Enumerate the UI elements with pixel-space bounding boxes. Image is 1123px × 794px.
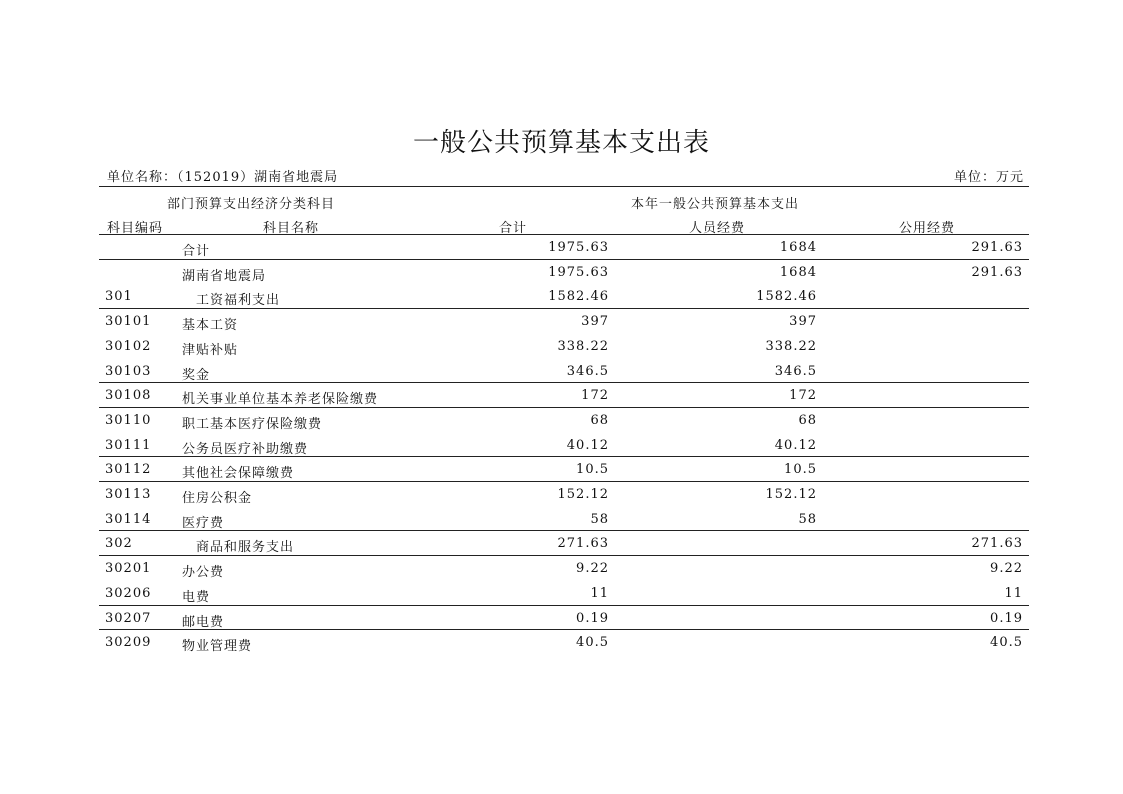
cell-public: 271.63 (971, 536, 1023, 552)
cell-name: 电费 (182, 589, 211, 605)
cell-total: 346.5 (566, 363, 609, 379)
cell-name: 物业管理费 (182, 639, 253, 655)
cell-name: 工资福利支出 (196, 293, 281, 309)
table-row (99, 556, 1029, 581)
table-row (99, 235, 1029, 260)
cell-code: 30209 (105, 635, 152, 651)
cell-code: 30111 (105, 437, 152, 453)
cell-public: 9.22 (990, 561, 1023, 577)
cell-code: 30114 (105, 511, 152, 527)
header-col-total: 合计 (499, 221, 528, 236)
table-row (99, 383, 1029, 408)
cell-personnel: 152.12 (765, 487, 817, 502)
cell-public: 40.5 (990, 635, 1023, 651)
cell-personnel: 10.5 (784, 462, 817, 478)
cell-name: 商品和服务支出 (196, 540, 295, 556)
table-row (99, 531, 1029, 556)
cell-total: 11 (590, 585, 609, 601)
cell-name: 职工基本医疗保险缴费 (182, 416, 323, 432)
cell-name: 住房公积金 (182, 491, 253, 506)
cell-code: 301 (105, 289, 133, 305)
cell-total: 0.19 (576, 610, 609, 626)
cell-public: 291.63 (971, 264, 1023, 280)
cell-total: 40.5 (576, 635, 609, 651)
header-col-name: 科目名称 (263, 221, 320, 236)
header-column-row (99, 212, 1029, 236)
cell-code: 30101 (105, 314, 152, 330)
cell-public: 11 (1004, 585, 1023, 601)
cell-personnel: 1684 (779, 240, 817, 255)
unit-name-label: 单位名称：（152019）湖南省地震局 (107, 170, 339, 185)
cell-name: 邮电费 (182, 614, 225, 630)
cell-code: 30113 (105, 487, 152, 502)
cell-code: 30102 (105, 338, 152, 354)
cell-code: 30103 (105, 363, 152, 379)
cell-code: 30112 (105, 462, 152, 478)
table-top-rule (99, 186, 1029, 187)
cell-code: 30201 (105, 561, 152, 577)
cell-total: 40.12 (566, 437, 609, 453)
cell-personnel: 338.22 (765, 338, 817, 354)
cell-personnel: 346.5 (774, 363, 817, 379)
cell-total: 271.63 (557, 536, 609, 552)
cell-personnel: 58 (798, 511, 817, 527)
table-row (99, 457, 1029, 482)
cell-total: 1582.46 (548, 289, 609, 305)
cell-code: 302 (105, 536, 133, 552)
table-row (99, 260, 1029, 285)
cell-total: 1975.63 (548, 240, 609, 255)
cell-name: 湖南省地震局 (182, 268, 267, 284)
table-row (99, 606, 1029, 631)
cell-name: 医疗费 (182, 515, 225, 531)
cell-code: 30108 (105, 388, 152, 404)
header-group-right: 本年一般公共预算基本支出 (631, 197, 800, 212)
header-col-personnel: 人员经费 (689, 221, 746, 236)
cell-total: 9.22 (576, 561, 609, 577)
cell-name: 其他社会保障缴费 (182, 466, 295, 482)
cell-personnel: 68 (798, 412, 817, 428)
table-row (99, 408, 1029, 433)
cell-name: 公务员医疗补助缴费 (182, 441, 309, 457)
table-row (99, 630, 1029, 655)
cell-total: 397 (581, 314, 609, 330)
cell-total: 58 (590, 511, 609, 527)
cell-name: 机关事业单位基本养老保险缴费 (182, 392, 379, 408)
table-row (99, 284, 1029, 309)
cell-personnel: 172 (789, 388, 817, 404)
cell-public: 0.19 (990, 610, 1023, 626)
unit-label: 单位：万元 (953, 170, 1024, 185)
table-row (99, 482, 1029, 507)
cell-total: 68 (590, 412, 609, 428)
cell-public: 291.63 (971, 240, 1023, 255)
cell-personnel: 1684 (779, 264, 817, 280)
table-row (99, 334, 1029, 359)
cell-total: 1975.63 (548, 264, 609, 280)
cell-name: 合计 (182, 244, 211, 259)
cell-total: 338.22 (557, 338, 609, 354)
cell-total: 10.5 (576, 462, 609, 478)
cell-personnel: 1582.46 (756, 289, 817, 305)
header-col-code: 科目编码 (107, 221, 164, 236)
table-row (99, 507, 1029, 532)
cell-name: 津贴补贴 (182, 342, 239, 358)
cell-code: 30110 (105, 412, 152, 428)
cell-name: 奖金 (182, 367, 211, 383)
table-row (99, 581, 1029, 606)
cell-name: 办公费 (182, 565, 225, 581)
cell-personnel: 397 (789, 314, 817, 330)
cell-code: 30207 (105, 610, 152, 626)
table-row (99, 309, 1029, 334)
table-row (99, 359, 1029, 384)
cell-personnel: 40.12 (774, 437, 817, 453)
table-row (99, 433, 1029, 458)
cell-total: 172 (581, 388, 609, 404)
cell-total: 152.12 (557, 487, 609, 502)
cell-code: 30206 (105, 585, 152, 601)
header-col-public: 公用经费 (899, 221, 956, 236)
page-title: 一般公共预算基本支出表 (412, 128, 710, 158)
header-group-row (99, 188, 1029, 212)
header-group-left: 部门预算支出经济分类科目 (167, 197, 336, 212)
cell-name: 基本工资 (182, 318, 239, 334)
